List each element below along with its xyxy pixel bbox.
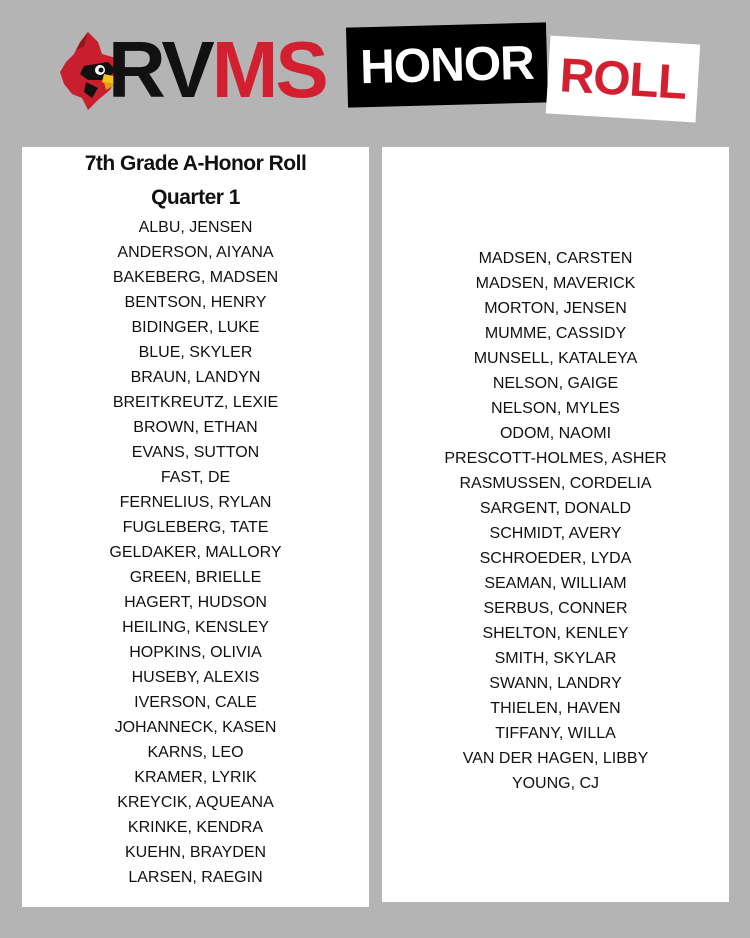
list-item: FAST, DE: [160, 469, 231, 486]
list-item: JOHANNECK, KASEN: [114, 719, 277, 736]
list-subtitle: Quarter 1: [151, 186, 240, 209]
list-item: LARSEN, RAEGIN: [128, 869, 263, 886]
list-item: KARNS, LEO: [147, 744, 244, 761]
list-item: BIDINGER, LUKE: [131, 319, 260, 336]
list-item: NELSON, GAIGE: [492, 375, 619, 392]
list-item: KREYCIK, AQUEANA: [117, 794, 274, 811]
list-item: HUSEBY, ALEXIS: [131, 669, 260, 686]
logo-ms-text: MS: [211, 25, 326, 114]
list-item: NELSON, MYLES: [491, 400, 620, 417]
list-item: HEILING, KENSLEY: [122, 619, 269, 636]
honor-banner: [346, 22, 548, 107]
roll-banner: [546, 35, 700, 122]
honor-text: HONOR: [359, 36, 535, 94]
list-item: IVERSON, CALE: [134, 694, 257, 711]
list-item: SCHROEDER, LYDA: [479, 550, 632, 567]
list-title: 7th Grade A-Honor Roll: [84, 152, 307, 175]
list-item: HOPKINS, OLIVIA: [129, 644, 262, 661]
list-item: SHELTON, KENLEY: [482, 625, 629, 642]
list-item: BREITKREUTZ, LEXIE: [112, 394, 279, 411]
list-item: TIFFANY, WILLA: [495, 725, 616, 742]
list-item: RASMUSSEN, CORDELIA: [459, 475, 652, 492]
right-name-list: [382, 246, 729, 796]
list-item: BLUE, SKYLER: [138, 344, 253, 361]
list-item: MORTON, JENSEN: [484, 300, 627, 317]
list-item: GREEN, BRIELLE: [129, 569, 262, 586]
list-item: ODOM, NAOMI: [499, 425, 612, 442]
list-item: SWANN, LANDRY: [489, 675, 622, 692]
list-item: SEAMAN, WILLIAM: [484, 575, 627, 592]
list-item: PRESCOTT-HOLMES, ASHER: [444, 450, 667, 467]
list-item: BAKEBERG, MADSEN: [112, 269, 279, 286]
right-name-panel: [382, 147, 729, 902]
list-item: KRINKE, KENDRA: [127, 819, 264, 836]
list-item: MUNSELL, KATALEYA: [473, 350, 638, 367]
roll-text: ROLL: [558, 48, 688, 110]
list-item: YOUNG, CJ: [511, 775, 600, 792]
list-item: SARGENT, DONALD: [479, 500, 632, 517]
list-item: HAGERT, HUDSON: [124, 594, 267, 611]
list-item: BENTSON, HENRY: [124, 294, 267, 311]
list-item: SMITH, SKYLAR: [494, 650, 617, 667]
left-name-panel: [22, 147, 369, 907]
list-item: GELDAKER, MALLORY: [109, 544, 282, 561]
left-name-list: [22, 215, 369, 890]
list-item: KRAMER, LYRIK: [134, 769, 257, 786]
list-item: MUMME, CASSIDY: [484, 325, 627, 342]
list-item: SERBUS, CONNER: [483, 600, 628, 617]
list-item: BRAUN, LANDYN: [130, 369, 261, 386]
logo-rv-text: RV: [108, 25, 212, 114]
list-item: MADSEN, CARSTEN: [478, 250, 633, 267]
list-item: FUGLEBERG, TATE: [122, 519, 269, 536]
list-item: THIELEN, HAVEN: [490, 700, 621, 717]
list-item: ANDERSON, AIYANA: [117, 244, 274, 261]
list-item: EVANS, SUTTON: [131, 444, 260, 461]
list-item: FERNELIUS, RYLAN: [119, 494, 272, 511]
list-item: ALBU, JENSEN: [138, 219, 253, 236]
list-item: MADSEN, MAVERICK: [475, 275, 636, 292]
list-item: SCHMIDT, AVERY: [489, 525, 622, 542]
school-logo: [58, 25, 328, 114]
list-item: KUEHN, BRAYDEN: [124, 844, 267, 861]
list-item: VAN DER HAGEN, LIBBY: [462, 750, 649, 767]
list-item: BROWN, ETHAN: [133, 419, 258, 436]
school-initials: [108, 25, 326, 114]
